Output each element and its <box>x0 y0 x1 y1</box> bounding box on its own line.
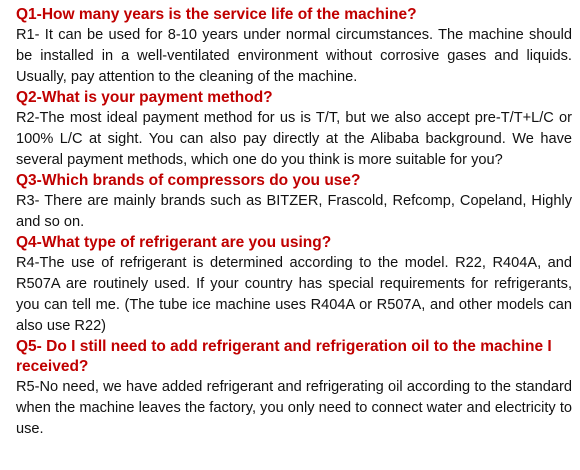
faq-answer-4: R4-The use of refrigerant is determined according to the model. R22, R404A, and R507A are routinely used. If your country has special requirements for refrigerants, you can tell me. (The tube ice machine uses R404A or R507A, and other models can also use R22) <box>16 255 572 334</box>
faq-answer-5: R5-No need, we have added refrigerant and refrigerating oil according to the standard when the machine leaves the factory, you only need to connect water and electricity to use. <box>16 379 572 437</box>
faq-question-5: Q5- Do I still need to add refrigerant and refrigeration oil to the machine I received? <box>16 338 552 375</box>
faq-answer-3: R3- There are mainly brands such as BITZER, Frascold, Refcomp, Copeland, Highly and so on. <box>16 193 572 230</box>
faq-question-1: Q1-How many years is the service life of the machine? <box>16 6 417 23</box>
faq-question-4: Q4-What type of refrigerant are you using? <box>16 234 332 251</box>
faq-answer-1: R1- It can be used for 8-10 years under normal circumstances. The machine should be installed in a well-ventilated environment without corrosive gases and liquids. Usually, pay attention to the cleaning of the machine. <box>16 27 572 85</box>
faq-question-2: Q2-What is your payment method? <box>16 89 273 106</box>
faq-question-3: Q3-Which brands of compressors do you use? <box>16 172 361 189</box>
faq-answer-2: R2-The most ideal payment method for us is T/T, but we also accept pre-T/T+L/C or 100% L/C at sight. You can also pay directly at the Alibaba background. We have several payment methods, which one do you think is more suitable for you? <box>16 110 572 168</box>
